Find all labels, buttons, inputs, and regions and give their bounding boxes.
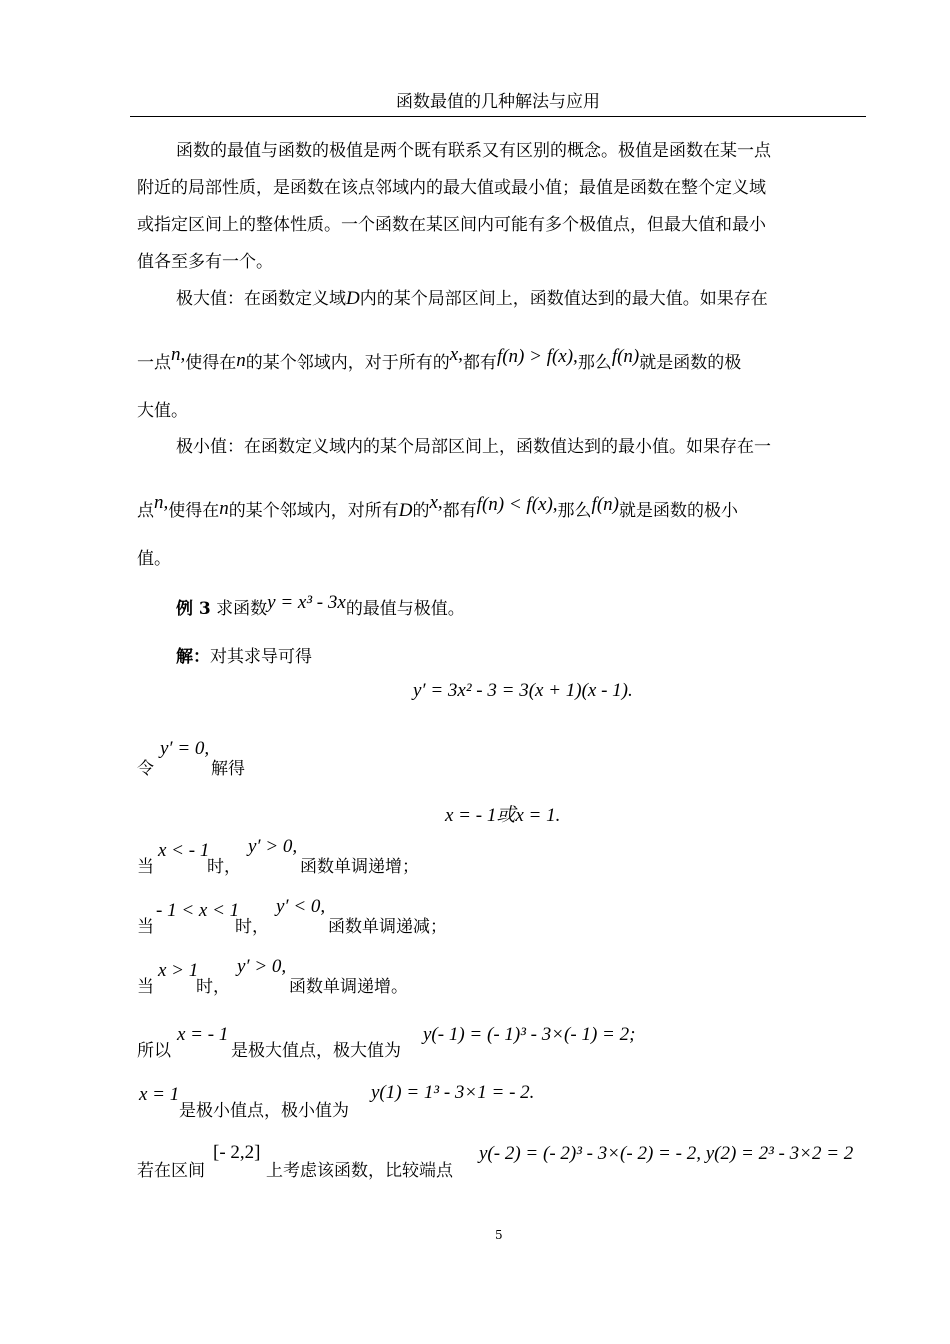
min-value-formula: y(1) = 1³ - 3×1 = - 2.: [371, 1082, 535, 1103]
max-inequality: f(n) > f(x),: [496, 346, 578, 367]
fn-symbol: f(n): [611, 346, 640, 367]
page-header: 函数最值的几种解法与应用: [130, 88, 866, 117]
max-def-text-b: 内的某个局部区间上，函数值达到的最大值。如果存在: [359, 289, 768, 309]
example-text-b: 的最值与极值。: [345, 599, 465, 619]
interval-text-a: 若在区间: [137, 1161, 205, 1181]
min-def-de: 的: [412, 501, 430, 521]
case3-condition: x > 1: [158, 960, 199, 981]
case1-shi: 时，: [207, 857, 241, 877]
ling-label: 令: [137, 759, 154, 779]
max-def-line-3: 大值。: [137, 401, 188, 421]
jiede-label: 解得: [211, 759, 245, 779]
intro-line-4: 值各至多有一个。: [137, 252, 273, 272]
min-def-neighborhood: 的某个邻域内，对所有: [228, 501, 399, 521]
max-point-text: 是极大值点，极大值为: [231, 1041, 401, 1061]
case2-condition: - 1 < x < 1: [156, 900, 240, 921]
max-def-name: 那么: [577, 353, 612, 373]
min-point-text: 是极小值点，极小值为: [179, 1101, 349, 1121]
case2-shi: 时，: [235, 917, 269, 937]
min-point-formula: x = 1: [139, 1084, 180, 1105]
example-text-a: 求函数: [216, 599, 268, 619]
min-def-dian: 点: [137, 501, 154, 521]
min-def-conclusion: 就是函数的极小: [618, 501, 738, 521]
x-symbol: x,: [429, 492, 443, 513]
min-def-shide: 使得在: [168, 501, 220, 521]
case3-sign: y′ > 0,: [237, 956, 287, 977]
solution-label: 解：: [176, 647, 210, 667]
min-def-line-2: [137, 492, 738, 522]
max-def-conclusion: 就是函数的极: [639, 353, 742, 373]
max-def-douyou: 都有: [462, 353, 497, 373]
domain-symbol: D: [398, 500, 413, 521]
max-def-line-1: [176, 288, 768, 310]
endpoint-values-formula: y(- 2) = (- 2)³ - 3×(- 2) = - 2, y(2) = 2³ - 3×2 = 2: [479, 1143, 854, 1164]
min-def-name: 那么: [557, 501, 592, 521]
fn-symbol: f(n): [591, 494, 619, 515]
solution-intro: [176, 646, 312, 668]
max-def-neighborhood: 的某个邻域内，对于所有的: [245, 353, 450, 373]
min-inequality: f(n) < f(x),: [476, 494, 558, 515]
derivative-formula: y′ = 3x² - 3 = 3(x + 1)(x - 1).: [413, 680, 633, 701]
case2-sign: y′ < 0,: [276, 896, 326, 917]
min-def-line-3: 值。: [137, 549, 171, 569]
max-def-shide: 使得在: [185, 353, 237, 373]
domain-symbol: D: [346, 288, 360, 309]
roots-formula: x = - 1或x = 1.: [445, 805, 561, 826]
max-suoyi: 所以: [137, 1041, 171, 1061]
intro-line-1: 函数的最值与函数的极值是两个既有联系又有区别的概念。极值是函数在某一点: [176, 141, 771, 161]
max-value-formula: y(- 1) = (- 1)³ - 3×(- 1) = 2;: [423, 1024, 636, 1045]
max-point-formula: x = - 1: [177, 1024, 229, 1045]
example-label: 例 3: [176, 599, 211, 619]
case1-text: 函数单调递增；: [300, 857, 419, 877]
interval-formula: [- 2,2]: [213, 1142, 261, 1163]
x-symbol: x,: [449, 344, 463, 365]
max-def-line-2: [137, 344, 742, 374]
min-def-line-1: 极小值：在函数定义域内的某个局部区间上，函数值达到的最小值。如果存在一: [176, 437, 771, 457]
ling-formula: y′ = 0,: [160, 738, 210, 759]
case3-shi: 时，: [196, 977, 230, 997]
n-symbol: n: [236, 350, 246, 371]
point-n-symbol: n,: [154, 492, 169, 513]
case3-dang: 当: [137, 977, 154, 997]
case3-text: 函数单调递增。: [289, 977, 408, 997]
example-line: [176, 592, 465, 620]
point-n-symbol: n,: [171, 344, 186, 365]
solution-text: 对其求导可得: [210, 647, 312, 667]
case1-condition: x < - 1: [158, 840, 210, 861]
max-def-text-a: 极大值：在函数定义域: [176, 289, 346, 309]
case2-dang: 当: [137, 917, 154, 937]
case1-dang: 当: [137, 857, 154, 877]
n-symbol: n: [219, 498, 229, 519]
interval-text-b: 上考虑该函数，比较端点: [266, 1161, 453, 1181]
intro-line-2: 附近的局部性质，是函数在该点邻域内的最大值或最小值；最值是函数在整个定义域: [137, 178, 766, 198]
min-def-douyou: 都有: [442, 501, 477, 521]
case1-sign: y′ > 0,: [248, 836, 298, 857]
page-number: 5: [495, 1228, 503, 1242]
intro-line-3: 或指定区间上的整体性质。一个函数在某区间内可能有多个极值点，但最大值和最小: [137, 215, 766, 235]
example-formula: y = x³ - 3x: [267, 592, 346, 613]
case2-text: 函数单调递减；: [328, 917, 447, 937]
max-def-yidian: 一点: [137, 353, 171, 373]
